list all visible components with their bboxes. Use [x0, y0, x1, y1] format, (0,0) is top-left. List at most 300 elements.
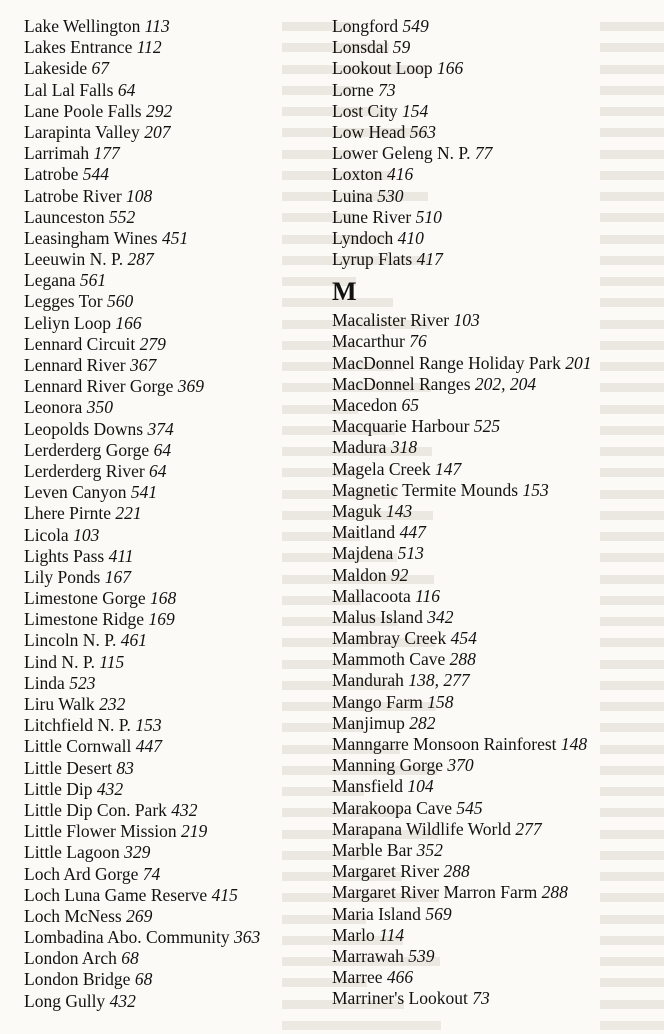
- entry-page-number: 451: [161, 227, 189, 248]
- index-entry: [332, 186, 592, 207]
- index-entry: [332, 416, 592, 437]
- index-entry: [332, 882, 592, 903]
- entry-name: Larrimah: [24, 143, 90, 164]
- entry-name: Leliyn Loop: [24, 312, 111, 333]
- index-entry: [332, 670, 592, 691]
- entry-name: Mango Farm: [332, 691, 423, 712]
- entry-page-number: 288: [443, 861, 470, 882]
- index-entry: [332, 249, 592, 270]
- entry-page-number: 350: [86, 397, 113, 418]
- entry-page-number: 153: [135, 715, 162, 736]
- entry-name: Longford: [332, 16, 399, 36]
- index-entry: [24, 694, 260, 715]
- entry-page-number: 466: [386, 967, 414, 988]
- index-entry: [24, 207, 260, 228]
- index-entry: [332, 374, 592, 395]
- entry-page-number: 530: [377, 185, 404, 206]
- entry-name: London Bridge: [24, 969, 131, 990]
- entry-name: Lorne: [332, 79, 374, 100]
- show-through-line: [600, 760, 664, 781]
- entry-name: Long Gully: [24, 990, 106, 1011]
- entry-name: Lost City: [332, 100, 398, 121]
- entry-page-number: 513: [397, 543, 424, 564]
- index-entry: [332, 586, 592, 607]
- entry-name: Marlo: [332, 924, 375, 945]
- show-through-line: [600, 569, 664, 590]
- entry-name: Margaret River: [332, 861, 440, 882]
- index-entry: [24, 842, 260, 863]
- entry-page-number: 563: [409, 121, 437, 142]
- show-through-line: [600, 845, 664, 866]
- show-through-line: [600, 590, 664, 611]
- entry-page-number: 166: [437, 58, 464, 79]
- entry-name: Lane Poole Falls: [24, 100, 142, 121]
- index-entry: [332, 565, 592, 586]
- entry-page-number: 363: [234, 927, 261, 948]
- entry-page-number: 64: [153, 439, 172, 460]
- entry-page-number: 64: [117, 79, 136, 100]
- entry-name: Lincoln N. P.: [24, 630, 117, 651]
- entry-name: Lal Lal Falls: [24, 79, 114, 100]
- entry-page-number: 525: [473, 416, 501, 437]
- index-entry: [24, 758, 260, 779]
- show-through-line: [600, 356, 664, 377]
- entry-name: Maguk: [332, 500, 382, 521]
- entry-page-number: 318: [390, 437, 418, 458]
- index-entry: [332, 628, 592, 649]
- index-entry: [332, 776, 592, 797]
- entry-name: Maitland: [332, 522, 396, 543]
- show-through-line: [600, 654, 664, 675]
- show-through-line: [600, 59, 664, 80]
- show-through-line: [600, 144, 664, 165]
- index-entry: [24, 440, 260, 461]
- entry-name: Lake Wellington: [24, 16, 141, 36]
- entry-page-number: 541: [130, 482, 158, 503]
- index-entry: [332, 692, 592, 713]
- entry-page-number: 329: [124, 842, 151, 863]
- entry-name: Mallacoota: [332, 585, 411, 606]
- index-entry: [332, 522, 592, 543]
- entry-name: Malus Island: [332, 606, 423, 627]
- index-entry: [332, 798, 592, 819]
- show-through-line: [600, 292, 664, 313]
- index-entry: [332, 755, 592, 776]
- show-through-line: [600, 37, 664, 58]
- show-through-line: [600, 887, 664, 908]
- index-entry: [24, 736, 260, 757]
- index-entry: [24, 588, 260, 609]
- entry-page-number: 168: [150, 588, 177, 609]
- show-through-line: [600, 399, 664, 420]
- entry-page-number: 432: [96, 778, 124, 799]
- entry-page-number: 201: [565, 352, 592, 373]
- entry-page-number: 116: [415, 585, 441, 606]
- show-through-line: [600, 484, 664, 505]
- section-letter-heading: M: [332, 277, 357, 307]
- entry-name: Licola: [24, 524, 69, 545]
- index-entry: [24, 503, 260, 524]
- entry-page-number: 158: [427, 691, 454, 712]
- index-entry: [332, 925, 592, 946]
- entry-name: Liru Walk: [24, 694, 95, 714]
- entry-name: Legana: [24, 270, 76, 291]
- entry-page-number: 545: [456, 797, 483, 818]
- show-through-line: [600, 186, 664, 207]
- entry-name: Legges Tor: [24, 291, 103, 312]
- entry-page-number: 167: [104, 566, 131, 587]
- show-through-line: [600, 951, 664, 972]
- index-entry: [24, 927, 260, 948]
- entry-name: Lyrup Flats: [332, 249, 413, 270]
- index-entry: [332, 101, 592, 122]
- entry-name: Marriner's Lookout: [332, 988, 468, 1009]
- entry-name: Loch Luna Game Reserve: [24, 884, 208, 905]
- show-through-line: [600, 632, 664, 653]
- entry-name: Marble Bar: [332, 839, 413, 860]
- entry-page-number: 103: [73, 524, 100, 545]
- entry-name: Leopolds Downs: [24, 418, 144, 439]
- entry-name: Lookout Loop: [332, 58, 433, 79]
- entry-page-number: 104: [407, 776, 434, 797]
- index-entry: [24, 609, 260, 630]
- entry-name: Lower Geleng N. P.: [332, 143, 471, 164]
- entry-name: Macedon: [332, 395, 398, 415]
- index-entry: [332, 861, 592, 882]
- entry-page-number: 560: [107, 291, 134, 312]
- entry-name: Lhere Pirnte: [24, 503, 111, 524]
- entry-page-number: 288: [449, 649, 476, 670]
- entry-page-number: 447: [135, 736, 163, 757]
- entry-page-number: 415: [211, 884, 238, 905]
- entry-page-number: 68: [121, 948, 139, 969]
- entry-name: Lonsdal: [332, 37, 389, 58]
- entry-name: Limestone Ridge: [24, 609, 145, 630]
- entry-name: Margaret River Marron Farm: [332, 882, 538, 903]
- entry-page-number: 539: [408, 945, 435, 966]
- entry-page-number: 207: [144, 121, 171, 142]
- entry-page-number: 138, 277: [408, 670, 470, 691]
- entry-page-number: 447: [399, 522, 426, 543]
- entry-page-number: 108: [126, 185, 153, 206]
- index-entry: [24, 16, 260, 37]
- index-entry: [332, 840, 592, 861]
- index-entry: [24, 864, 260, 885]
- index-entry: [24, 249, 260, 270]
- entry-page-number: 411: [108, 545, 134, 566]
- entry-name: Manngarre Monsoon Rainforest: [332, 734, 557, 754]
- entry-name: MacDonnel Range Holiday Park: [332, 352, 561, 373]
- show-through-line: [600, 165, 664, 186]
- index-entry: [332, 543, 592, 564]
- index-entry: [332, 819, 592, 840]
- entry-name: Linda: [24, 672, 65, 693]
- entry-name: Magnetic Termite Mounds: [332, 479, 519, 500]
- entry-name: Leeuwin N. P.: [24, 249, 124, 270]
- entry-page-number: 432: [171, 799, 198, 820]
- show-through-line: [600, 739, 664, 760]
- entry-page-number: 221: [115, 503, 142, 524]
- show-through-line: [600, 207, 664, 228]
- index-entry: [24, 991, 260, 1012]
- entry-page-number: 83: [116, 757, 134, 778]
- entry-page-number: 277: [515, 818, 542, 839]
- entry-name: Latrobe: [24, 164, 79, 185]
- entry-name: London Arch: [24, 948, 117, 969]
- entry-name: Loxton: [332, 164, 383, 185]
- index-entry: [332, 207, 592, 228]
- entry-name: Marapana Wildlife World: [332, 818, 511, 839]
- index-entry: [332, 37, 592, 58]
- entry-name: Litchfield N. P.: [24, 715, 131, 736]
- entry-name: Lily Ponds: [24, 566, 101, 587]
- show-through-line: [600, 866, 664, 887]
- entry-page-number: 147: [435, 458, 462, 479]
- entry-name: Little Dip: [24, 778, 93, 799]
- index-entry: [332, 967, 592, 988]
- entry-name: Maldon: [332, 564, 387, 585]
- entry-name: Lennard River Gorge: [24, 376, 174, 397]
- entry-page-number: 367: [129, 355, 157, 375]
- index-entry: [332, 649, 592, 670]
- entry-name: Lyndoch: [332, 227, 394, 248]
- entry-name: Mammoth Cave: [332, 649, 446, 670]
- index-entry: [332, 607, 592, 628]
- show-through-line: [600, 696, 664, 717]
- show-through-line: [600, 972, 664, 993]
- index-entry: [332, 734, 592, 755]
- index-entry: [24, 885, 260, 906]
- entry-page-number: 153: [522, 479, 549, 500]
- index-column-right: [332, 16, 592, 1009]
- index-entry: [332, 501, 592, 522]
- entry-page-number: 287: [127, 249, 154, 270]
- index-entry: [24, 482, 260, 503]
- show-through-line: [600, 101, 664, 122]
- entry-name: Mambray Creek: [332, 628, 447, 649]
- index-entry: [332, 228, 592, 249]
- entry-name: Lights Pass: [24, 545, 105, 566]
- show-through-line: [600, 994, 664, 1015]
- show-through-line: [600, 16, 664, 37]
- index-entry: [24, 715, 260, 736]
- index-entry: [24, 652, 260, 673]
- show-through-line: [600, 547, 664, 568]
- entry-name: Macarthur: [332, 331, 405, 352]
- entry-page-number: 279: [139, 333, 166, 354]
- show-through-line: [600, 250, 664, 271]
- entry-page-number: 454: [450, 628, 477, 649]
- index-entry: [24, 291, 260, 312]
- entry-page-number: 177: [93, 143, 120, 164]
- entry-page-number: 461: [120, 630, 147, 651]
- entry-name: Lennard River: [24, 355, 126, 375]
- entry-page-number: 143: [385, 500, 413, 521]
- show-through-line: [600, 802, 664, 823]
- show-through-line: [600, 420, 664, 441]
- entry-name: Marakoopa Cave: [332, 797, 453, 818]
- entry-page-number: 166: [115, 312, 142, 333]
- entry-name: Magela Creek: [332, 458, 431, 479]
- entry-page-number: 65: [401, 395, 419, 415]
- entry-name: Low Head: [332, 121, 406, 142]
- entry-page-number: 74: [142, 863, 161, 884]
- entry-name: Madura: [332, 437, 387, 458]
- entry-page-number: 342: [427, 606, 454, 627]
- entry-page-number: 114: [379, 924, 405, 945]
- index-entry: [24, 567, 260, 588]
- index-entry: [24, 186, 260, 207]
- index-entry: [24, 313, 260, 334]
- index-entry: [24, 779, 260, 800]
- index-entry: [332, 310, 592, 331]
- show-through-line: [282, 1015, 441, 1034]
- entry-name: Lune River: [332, 206, 412, 227]
- entry-page-number: 569: [425, 903, 452, 924]
- index-entry: [24, 906, 260, 927]
- index-entry: [332, 143, 592, 164]
- entry-name: Leven Canyon: [24, 482, 127, 503]
- show-through-line: [600, 441, 664, 462]
- index-entries-l: [332, 16, 592, 270]
- index-entry: [332, 122, 592, 143]
- entry-page-number: 112: [136, 37, 162, 58]
- index-entry: [24, 58, 260, 79]
- show-through-line: [600, 675, 664, 696]
- entry-name: Little Cornwall: [24, 736, 132, 757]
- entry-page-number: 59: [392, 37, 411, 58]
- index-entry: [24, 800, 260, 821]
- entry-name: Macquarie Harbour: [332, 416, 470, 437]
- show-through-line: [600, 80, 664, 101]
- entry-page-number: 169: [148, 609, 175, 630]
- index-entry: [24, 673, 260, 694]
- entry-name: Launceston: [24, 206, 105, 227]
- index-entry: [24, 143, 260, 164]
- index-entry: [332, 80, 592, 101]
- index-entry: [332, 395, 592, 416]
- index-entry: [332, 904, 592, 925]
- index-entry: [332, 988, 592, 1009]
- entry-page-number: 510: [415, 206, 442, 227]
- entry-page-number: 64: [149, 460, 167, 481]
- entry-name: Larapinta Valley: [24, 121, 140, 142]
- index-entry: [24, 546, 260, 567]
- entry-name: Lombadina Abo. Community: [24, 927, 230, 948]
- index-entry: [24, 270, 260, 291]
- entry-page-number: 352: [416, 839, 443, 860]
- index-entry: [24, 630, 260, 651]
- entry-page-number: 232: [99, 694, 126, 714]
- entry-name: Limestone Gorge: [24, 588, 146, 609]
- entry-name: Majdena: [332, 543, 394, 564]
- entry-name: Lennard Circuit: [24, 333, 136, 354]
- index-entry: [332, 437, 592, 458]
- index-entries-m: [332, 310, 592, 1009]
- entry-name: Manning Gorge: [332, 755, 443, 776]
- index-entry: [332, 946, 592, 967]
- entry-name: Mansfield: [332, 776, 403, 797]
- show-through-line: [600, 122, 664, 143]
- entry-name: Leasingham Wines: [24, 227, 158, 248]
- show-through-column: [600, 16, 664, 1034]
- entry-page-number: 288: [541, 882, 568, 903]
- index-entry: [24, 37, 260, 58]
- show-through-line: [600, 909, 664, 930]
- show-through-line: [600, 314, 664, 335]
- entry-name: Luina: [332, 185, 373, 206]
- show-through-line: [600, 824, 664, 845]
- index-entry: [332, 164, 592, 185]
- entry-page-number: 370: [447, 755, 474, 776]
- entry-name: Loch McNess: [24, 905, 122, 926]
- entry-name: Marree: [332, 967, 383, 988]
- entry-page-number: 369: [177, 376, 204, 397]
- entry-name: Loch Ard Gorge: [24, 863, 139, 884]
- index-entry: [24, 376, 260, 397]
- index-entry: [24, 122, 260, 143]
- index-entry: [24, 419, 260, 440]
- show-through-line: [600, 717, 664, 738]
- index-entry: [332, 331, 592, 352]
- entry-page-number: 552: [109, 206, 136, 227]
- entry-page-number: 154: [402, 100, 429, 121]
- entry-page-number: 416: [386, 164, 414, 185]
- entry-name: Lerderderg River: [24, 460, 145, 481]
- entry-name: Lind N. P.: [24, 651, 95, 672]
- entry-page-number: 292: [146, 100, 173, 121]
- show-through-line: [600, 1015, 664, 1034]
- entry-page-number: 67: [91, 58, 110, 79]
- entry-page-number: 73: [378, 79, 396, 100]
- index-entry: [24, 461, 260, 482]
- index-entry: [24, 969, 260, 990]
- index-entry: [332, 459, 592, 480]
- show-through-line: [600, 930, 664, 951]
- entry-name: MacDonnel Ranges: [332, 373, 471, 394]
- entry-page-number: 148: [560, 734, 588, 754]
- index-entry: [24, 821, 260, 842]
- entry-name: Little Desert: [24, 757, 112, 778]
- index-entry: [24, 334, 260, 355]
- entry-name: Lerderderg Gorge: [24, 439, 150, 460]
- entry-page-number: 219: [181, 821, 208, 842]
- index-entry: [332, 353, 592, 374]
- entry-page-number: 269: [126, 905, 153, 926]
- entry-name: Leonora: [24, 397, 83, 418]
- show-through-line: [600, 377, 664, 398]
- entry-page-number: 92: [390, 564, 409, 585]
- entry-name: Little Dip Con. Park: [24, 799, 167, 820]
- entry-page-number: 202, 204: [474, 373, 537, 394]
- index-entry: [332, 58, 592, 79]
- entry-page-number: 544: [82, 164, 110, 185]
- entry-name: Maria Island: [332, 903, 421, 924]
- show-through-line: [600, 335, 664, 356]
- index-entry: [332, 713, 592, 734]
- entry-page-number: 68: [134, 969, 153, 990]
- entry-page-number: 561: [79, 270, 107, 291]
- entry-name: Manjimup: [332, 712, 405, 733]
- entry-name: Lakes Entrance: [24, 37, 133, 58]
- entry-page-number: 76: [409, 331, 427, 352]
- entry-name: Little Lagoon: [24, 842, 120, 863]
- index-entry: [332, 480, 592, 501]
- entry-page-number: 73: [472, 988, 490, 1009]
- show-through-line: [600, 526, 664, 547]
- entry-page-number: 523: [69, 672, 96, 693]
- index-entry: [24, 948, 260, 969]
